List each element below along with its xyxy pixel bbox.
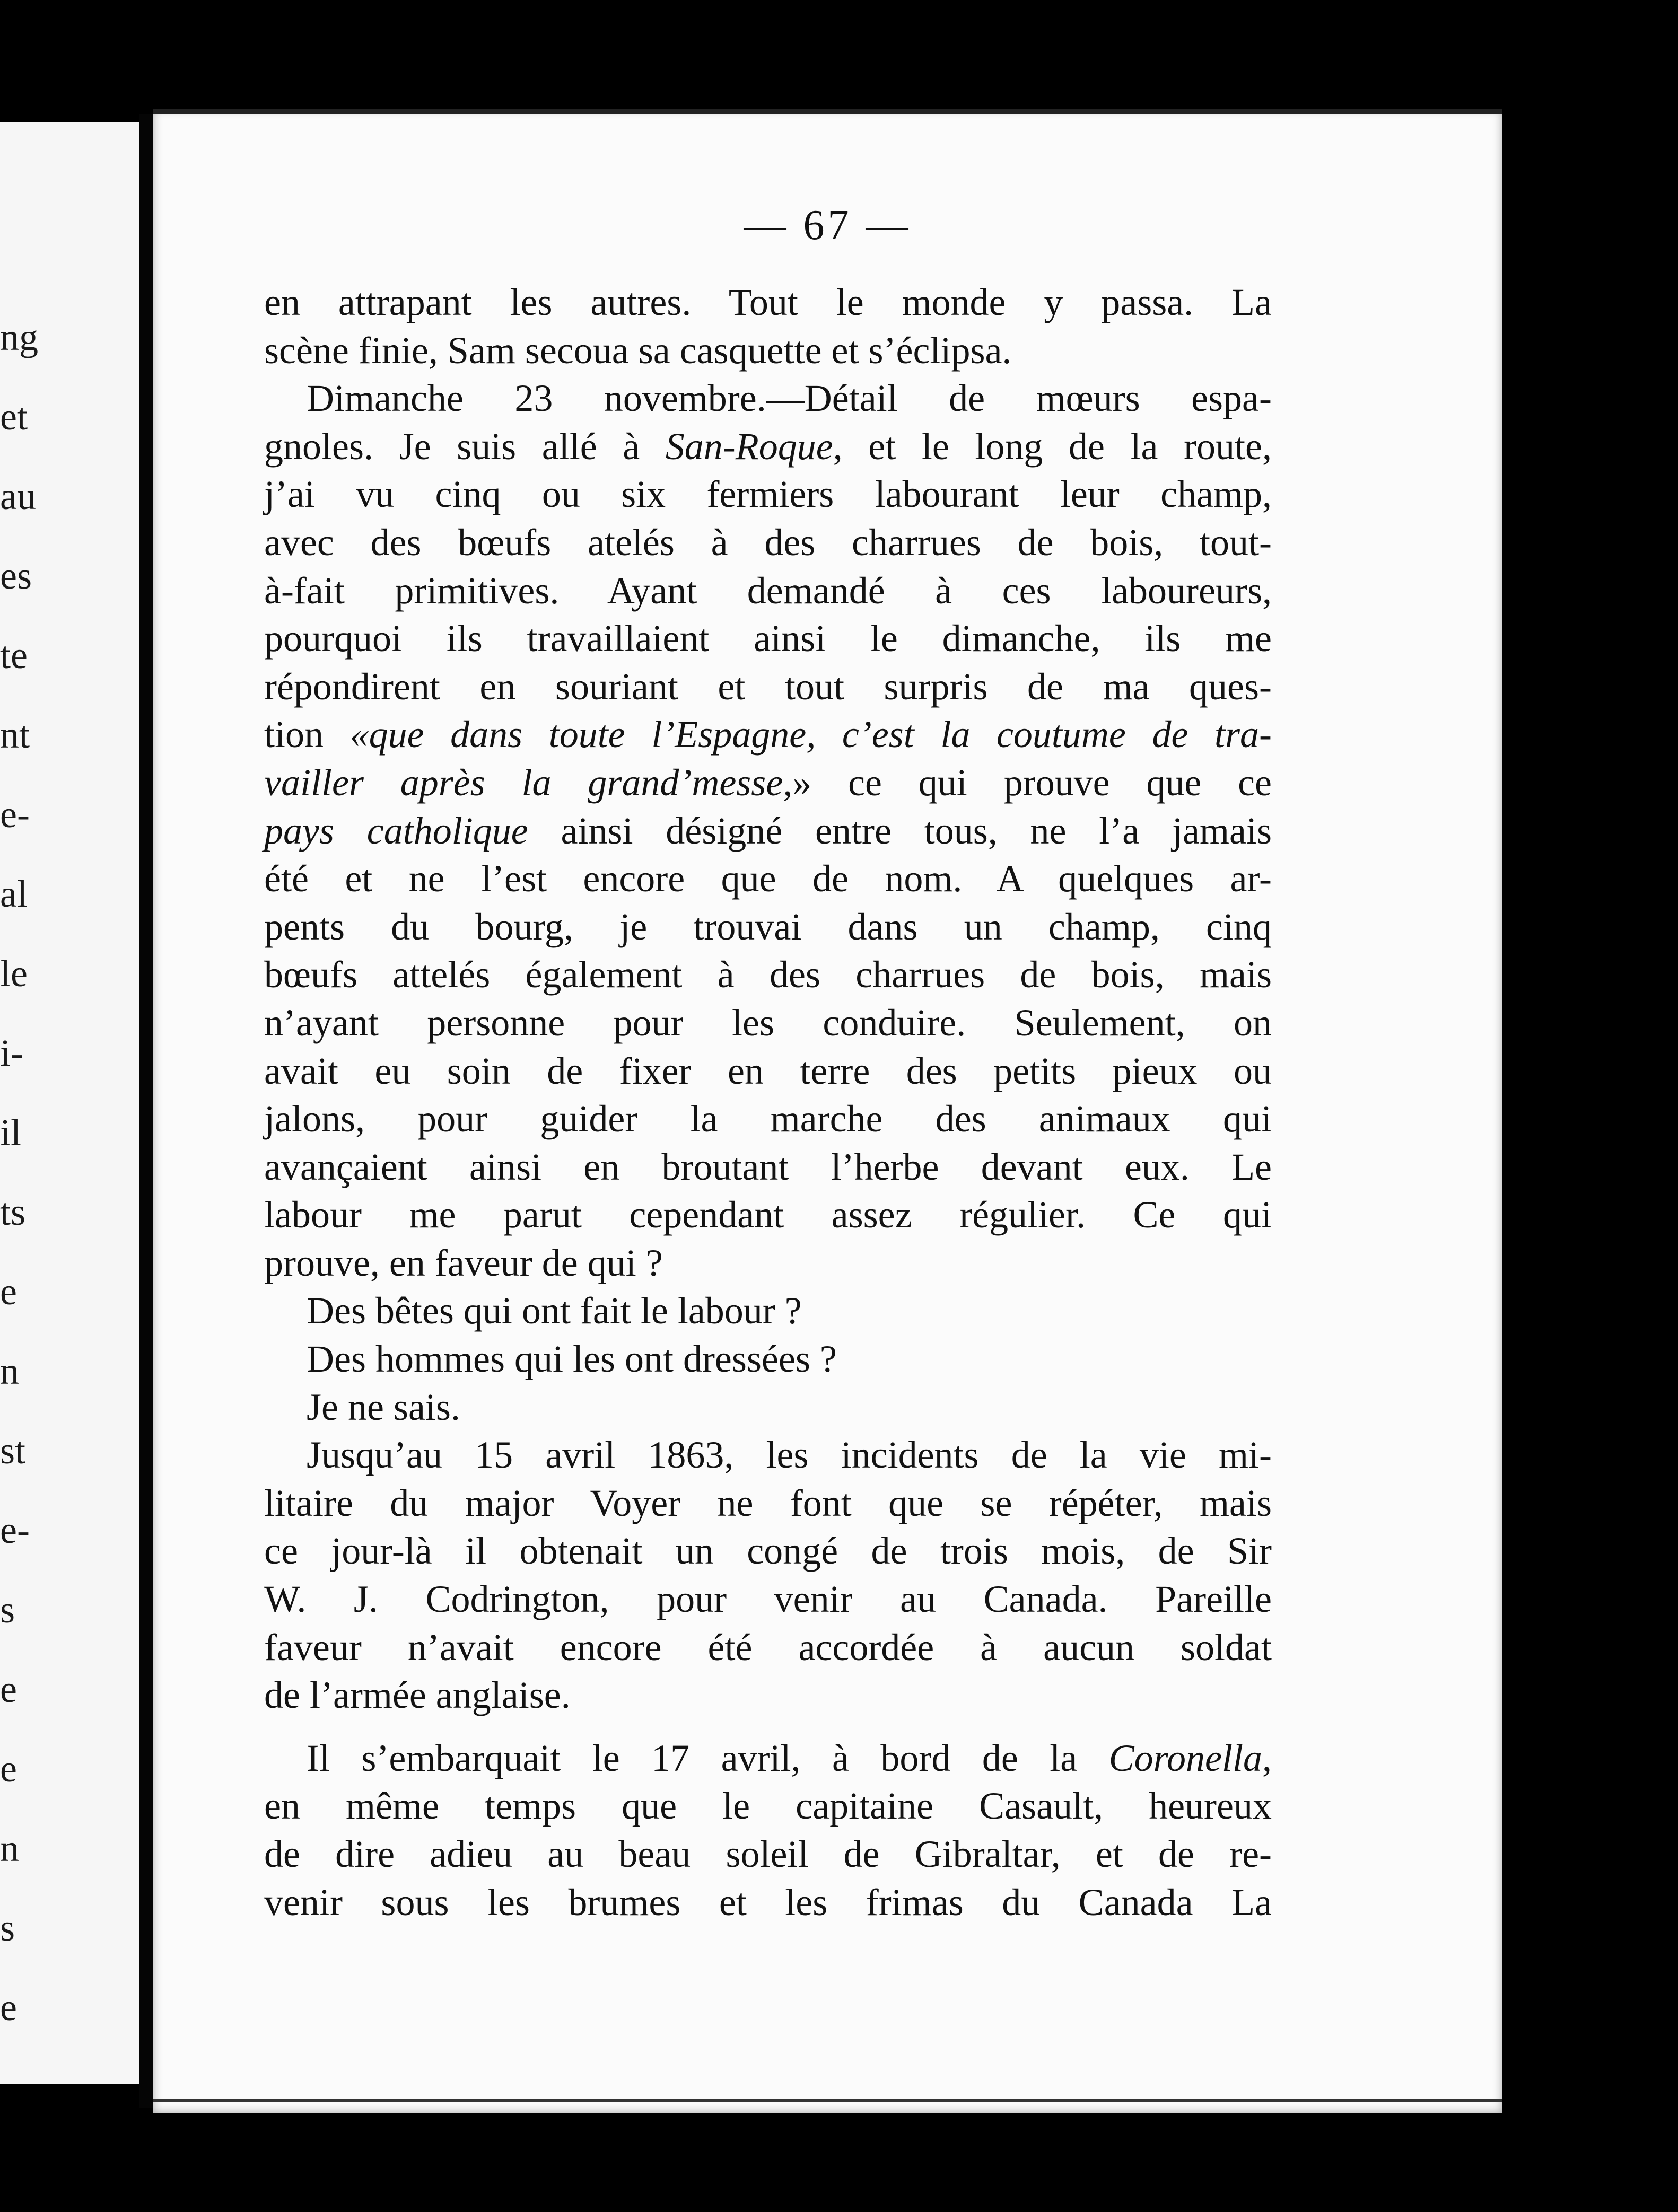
text-run: avec des bœufs atelés à des charrues de bois, tout- (264, 521, 1272, 564)
text-line (264, 710, 1272, 759)
facing-page-text: au (0, 475, 36, 517)
facing-page-text: s (0, 1588, 15, 1631)
italic-run: San-Roque (665, 425, 833, 468)
facing-page-text: e (0, 1270, 17, 1313)
page-number: — 67 — (744, 202, 912, 249)
facing-page-text: e- (0, 793, 30, 836)
text-line (264, 1095, 1272, 1143)
facing-page-fragment (0, 122, 139, 2084)
text-run: Il s’embarquait le 17 avril, à bord de la (307, 1736, 1109, 1779)
facing-page-text: s (0, 1907, 15, 1949)
text-line (264, 855, 1272, 903)
italic-run: vailler après la grand’messe, (264, 761, 793, 804)
text-run: bœufs attelés également à des charrues de bois, mais (264, 953, 1272, 996)
italic-run: pays catholique (264, 809, 528, 852)
text-line (264, 1191, 1272, 1239)
text-run: tion (264, 713, 350, 756)
paragraph-1 (264, 278, 1272, 374)
text-run: de dire adieu au beau soleil de Gibraltar, et de re- (264, 1833, 1272, 1875)
text-line: de l’armée anglaise. (264, 1674, 571, 1717)
text-run: été et ne l’est encore que de nom. A quelques ar- (264, 857, 1272, 900)
scanned-page (153, 109, 1502, 2113)
text-line: en attrapant les autres. Tout le monde y passa. La (264, 281, 1272, 323)
text-line (264, 807, 1272, 855)
page-gutter (139, 114, 153, 2108)
facing-page-text: st (0, 1429, 26, 1472)
facing-page-text: n (0, 1350, 19, 1392)
facing-page-text: nt (0, 714, 30, 756)
facing-page-text: le (0, 952, 28, 995)
text-line (264, 567, 1272, 615)
facing-page-text: e (0, 1668, 17, 1710)
text-run: prouve, en faveur de qui ? (264, 1241, 663, 1284)
facing-page-text: e (0, 1986, 17, 2029)
verse-line: Des hommes qui les ont dressées ? (307, 1338, 837, 1381)
text-line (264, 519, 1272, 567)
paragraph-2 (264, 374, 1272, 1287)
italic-run: «que dans toute l’Espagne, c’est la coutume de tra- (349, 713, 1272, 756)
text-line: Jusqu’au 15 avril 1863, les incidents de la vie mi- (307, 1434, 1272, 1477)
text-run: , (1262, 1736, 1272, 1779)
text-run: » ce qui prouve que ce (792, 761, 1272, 804)
text-line (264, 615, 1272, 663)
text-line (264, 423, 1272, 471)
paragraph-gap (264, 1719, 1272, 1734)
text-line (264, 759, 1272, 807)
text-line (264, 663, 1272, 711)
text-run: , et le long de la route, (833, 425, 1272, 468)
facing-page-text: et (0, 396, 28, 438)
text-line (264, 1830, 1272, 1879)
text-line: faveur n’avait encore été accordée à aucun soldat (264, 1626, 1272, 1669)
facing-page-text: e- (0, 1509, 30, 1551)
facing-page-text: e (0, 1748, 17, 1790)
text-line: litaire du major Voyer ne font que se répéter, mais (264, 1481, 1272, 1524)
text-line (264, 951, 1272, 999)
facing-page-text: ng (0, 316, 38, 358)
text-run: n’ayant personne pour les conduire. Seulement, on (264, 1001, 1272, 1044)
text-run: avançaient ainsi en broutant l’herbe devant eux. Le (264, 1145, 1272, 1188)
text-line (264, 1143, 1272, 1191)
paragraph-3 (264, 1431, 1272, 1719)
text-run: Dimanche 23 novembre.—Détail de mœurs espa- (307, 377, 1272, 420)
verse-group (264, 1287, 1272, 1431)
text-line (264, 470, 1272, 519)
text-line (264, 903, 1272, 951)
verse-line: Je ne sais. (307, 1385, 460, 1428)
facing-page-text: il (0, 1111, 22, 1154)
facing-page-text: al (0, 873, 28, 915)
top-rule (153, 109, 1502, 114)
text-run: en même temps que le capitaine Casault, heureux (264, 1785, 1272, 1828)
text-run: à-fait primitives. Ayant demandé à ces laboureurs, (264, 569, 1272, 612)
facing-page-text: n (0, 1827, 19, 1869)
text-line (264, 1239, 1272, 1287)
text-line (264, 1782, 1272, 1830)
text-run: gnoles. Je suis allé à (264, 425, 666, 468)
facing-page-text: ts (0, 1191, 26, 1233)
text-run: venir sous les brumes et les frimas du Canada La (264, 1881, 1272, 1924)
text-run: avait eu soin de fixer en terre des petits pieux ou (264, 1049, 1272, 1092)
text-run: j’ai vu cinq ou six fermiers labourant leur champ, (264, 473, 1272, 516)
body-text (264, 278, 1272, 1926)
text-run: ainsi désigné entre tous, ne l’a jamais (528, 809, 1272, 852)
verse-line: Des bêtes qui ont fait le labour ? (307, 1289, 802, 1332)
text-line (264, 999, 1272, 1047)
text-line: scène finie, Sam secoua sa casquette et s’éclipsa. (264, 329, 1012, 372)
text-line (264, 1879, 1272, 1927)
facing-page-text: te (0, 634, 28, 677)
text-run: pents du bourg, je trouvai dans un champ, cinq (264, 905, 1272, 948)
italic-run: Coronella (1108, 1736, 1262, 1779)
text-line: ce jour-là il obtenait un congé de trois mois, de Sir (264, 1530, 1272, 1573)
facing-page-text: i- (0, 1032, 23, 1074)
bottom-rule (153, 2099, 1502, 2102)
text-run: jalons, pour guider la marche des animaux qui (264, 1098, 1272, 1140)
facing-page-text: es (0, 555, 32, 597)
text-line (264, 1734, 1272, 1783)
text-run: répondirent en souriant et tout surpris de ma ques- (264, 665, 1272, 708)
text-line (264, 1047, 1272, 1095)
text-run: labour me parut cependant assez régulier. Ce qui (264, 1193, 1272, 1236)
text-line (264, 374, 1272, 423)
text-run: pourquoi ils travaillaient ainsi le dimanche, ils me (264, 617, 1272, 660)
text-line: W. J. Codrington, pour venir au Canada. Pareille (264, 1578, 1272, 1621)
paragraph-4 (264, 1734, 1272, 1926)
